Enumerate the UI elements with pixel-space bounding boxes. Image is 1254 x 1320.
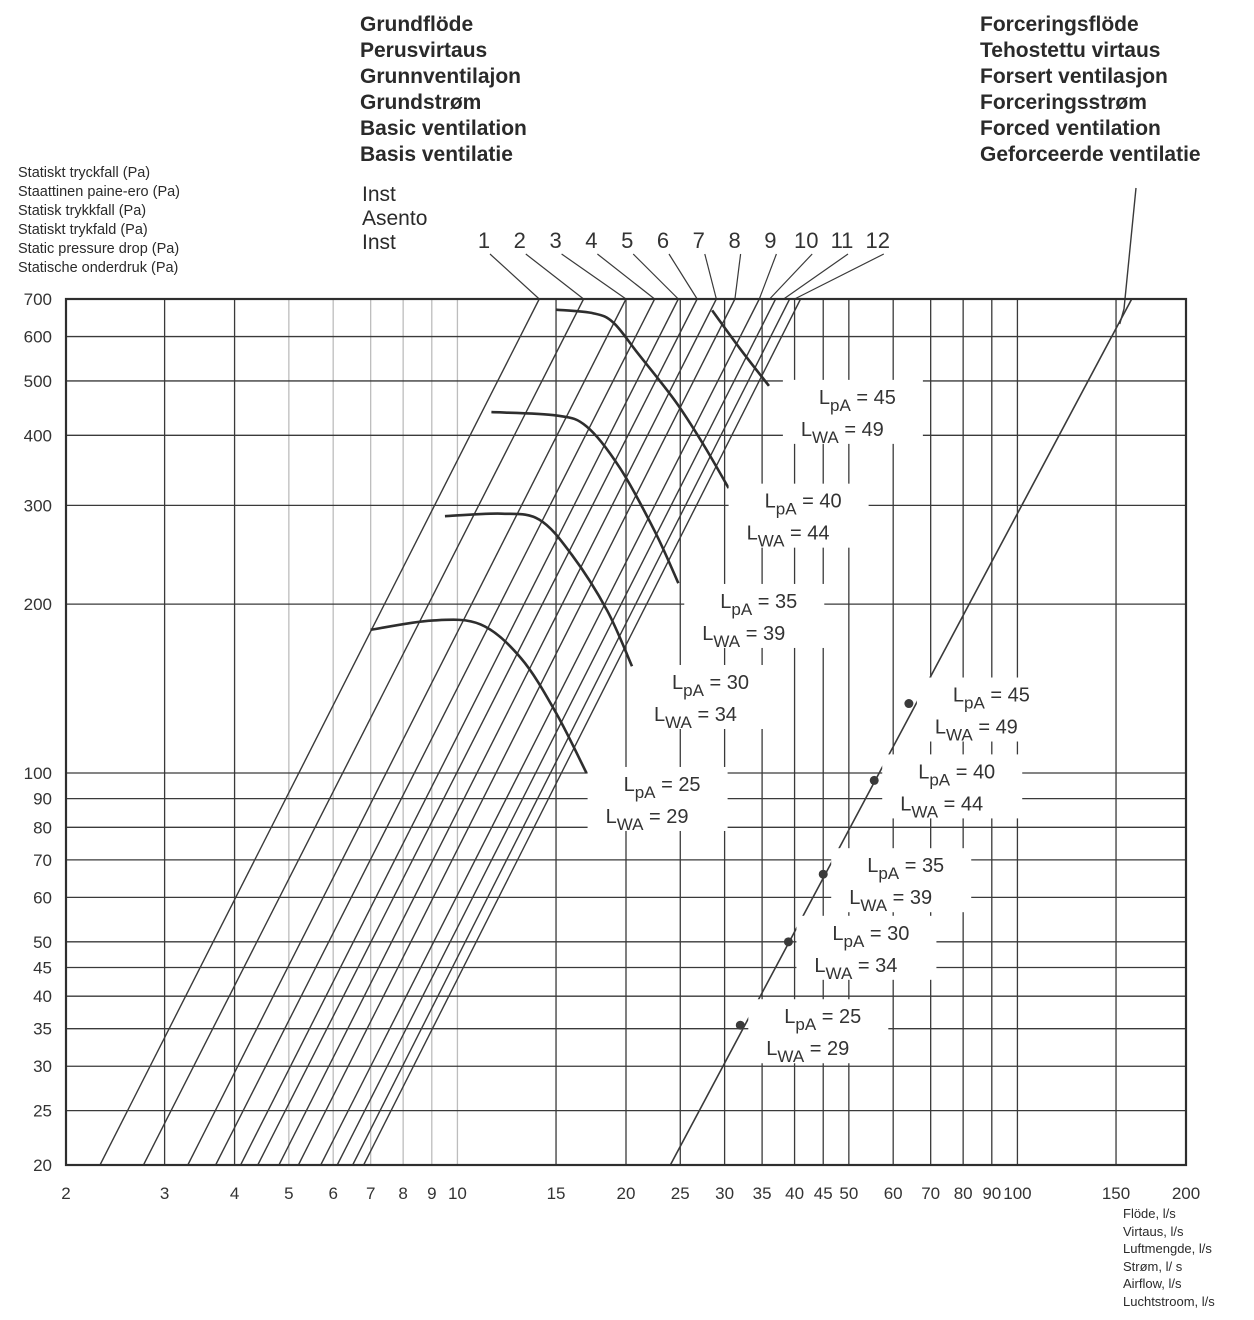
forced-sound-point bbox=[904, 699, 913, 708]
basic-sound-label-30 bbox=[636, 665, 778, 732]
y-label-line: Staattinen paine-ero (Pa) bbox=[18, 184, 181, 200]
x-tick-label: 40 bbox=[785, 1184, 805, 1203]
lpa-label: $L_{pA} = 30$ bbox=[832, 922, 910, 951]
lwa-label: $L_{WA} = 44$ bbox=[746, 522, 830, 551]
x-tick-label: 10 bbox=[447, 1184, 467, 1203]
forced-sound-point bbox=[870, 776, 879, 785]
y-tick-label: 45 bbox=[33, 958, 52, 978]
y-tick-label: 20 bbox=[33, 1156, 52, 1175]
setting-number-9: 9 bbox=[764, 228, 777, 253]
x-label-line: Luchtstroom, l/s bbox=[1123, 1293, 1215, 1309]
setting-number-7: 7 bbox=[692, 228, 705, 253]
y-tick-label: 70 bbox=[33, 850, 52, 870]
y-tick-label: 300 bbox=[23, 496, 52, 516]
lpa-label: $L_{pA} = 30$ bbox=[672, 671, 749, 700]
x-tick-label: 4 bbox=[229, 1184, 240, 1203]
y-tick-label: 40 bbox=[33, 987, 52, 1007]
lpa-value: 45 bbox=[873, 386, 896, 409]
x-axis-label bbox=[1123, 1205, 1215, 1310]
forced-sound-point bbox=[736, 1021, 745, 1030]
x-tick-label: 200 bbox=[1171, 1184, 1201, 1203]
setting-number-2: 2 bbox=[513, 228, 526, 253]
lpa-label: $L_{pA} = 45$ bbox=[818, 386, 896, 415]
lwa-label: $L_{WA} = 39$ bbox=[849, 887, 933, 916]
x-label-line: Strøm, l/ s bbox=[1123, 1258, 1183, 1274]
forced-sound-label-40 bbox=[882, 754, 1024, 821]
lwa-value: 39 bbox=[909, 887, 933, 910]
forced-heading-leader bbox=[1120, 188, 1136, 324]
y-tick-label: 400 bbox=[23, 426, 52, 446]
setting-label-line: Inst bbox=[362, 183, 396, 206]
setting-number-3: 3 bbox=[549, 228, 562, 253]
heading-line: Grundflöde bbox=[360, 13, 474, 36]
y-tick-label: 80 bbox=[33, 818, 52, 838]
setting-number-10: 10 bbox=[793, 228, 819, 253]
lwa-label: $L_{WA} = 29$ bbox=[766, 1038, 850, 1067]
heading-line: Forceringsstrøm bbox=[980, 91, 1147, 114]
forced-sound-point bbox=[819, 870, 828, 879]
lwa-value: 29 bbox=[666, 805, 689, 828]
heading-line: Geforceerde ventilatie bbox=[980, 143, 1201, 166]
y-label-line: Statiskt tryckfall (Pa) bbox=[18, 165, 151, 181]
forced-sound-label-35 bbox=[831, 848, 973, 915]
basic-sound-label-25 bbox=[588, 767, 730, 834]
setting-line-6 bbox=[258, 299, 697, 1165]
x-tick-label: 7 bbox=[365, 1184, 376, 1203]
sound-level-curve bbox=[445, 514, 632, 667]
x-tick-label: 60 bbox=[883, 1184, 903, 1203]
x-tick-label: 20 bbox=[616, 1184, 636, 1203]
x-tick-label: 80 bbox=[953, 1184, 973, 1203]
y-tick-label: 200 bbox=[23, 595, 52, 615]
lpa-label: $L_{pA} = 35$ bbox=[867, 855, 945, 884]
y-label-line: Statisk trykkfall (Pa) bbox=[18, 203, 147, 219]
y-tick-label: 35 bbox=[33, 1019, 52, 1039]
lwa-value: 29 bbox=[826, 1038, 850, 1061]
heading-line: Forceringsflöde bbox=[980, 13, 1139, 36]
lwa-value: 49 bbox=[995, 716, 1018, 739]
setting-label bbox=[362, 183, 427, 255]
setting-numbers bbox=[478, 228, 890, 253]
setting-label-line: Asento bbox=[362, 207, 428, 230]
x-tick-label: 150 bbox=[1101, 1184, 1131, 1203]
y-axis-label bbox=[18, 164, 180, 278]
heading-line: Perusvirtaus bbox=[360, 39, 488, 62]
setting-number-8: 8 bbox=[728, 228, 741, 253]
forced-ventilation-heading bbox=[980, 12, 1201, 168]
y-label-line: Statiskt trykfald (Pa) bbox=[18, 222, 148, 238]
x-tick-label: 5 bbox=[284, 1184, 294, 1203]
x-tick-label: 15 bbox=[546, 1184, 566, 1203]
setting-number-4: 4 bbox=[585, 228, 598, 253]
lwa-label: $L_{WA} = 49$ bbox=[934, 716, 1018, 745]
basic-sound-label-45 bbox=[783, 380, 925, 447]
lpa-value: 35 bbox=[921, 855, 945, 878]
heading-line: Tehostettu virtaus bbox=[980, 39, 1161, 62]
lpa-value: 30 bbox=[887, 922, 910, 945]
setting-number-1: 1 bbox=[477, 228, 491, 253]
setting-line-12 bbox=[364, 299, 801, 1165]
y-tick-label: 25 bbox=[33, 1101, 52, 1121]
lwa-label: $L_{WA} = 44$ bbox=[900, 793, 984, 822]
x-label-line: Luftmengde, l/s bbox=[1123, 1241, 1212, 1256]
setting-leader-3 bbox=[562, 254, 626, 299]
x-tick-label: 9 bbox=[427, 1184, 437, 1203]
forced-sound-label-25 bbox=[748, 999, 890, 1066]
setting-number-12: 12 bbox=[865, 228, 891, 253]
y-tick-label: 90 bbox=[33, 789, 52, 809]
setting-number-5: 5 bbox=[621, 228, 634, 253]
lwa-value: 49 bbox=[861, 418, 884, 441]
x-label-line: Flöde, l/s bbox=[1123, 1206, 1176, 1221]
y-tick-label: 500 bbox=[23, 371, 52, 391]
setting-number-6: 6 bbox=[656, 228, 670, 253]
forced-sound-point bbox=[784, 937, 793, 946]
setting-leader-9 bbox=[759, 254, 776, 299]
y-tick-label: 60 bbox=[33, 888, 52, 908]
lwa-label: $L_{WA} = 34$ bbox=[814, 954, 898, 983]
setting-leader-2 bbox=[526, 254, 584, 299]
lwa-value: 39 bbox=[762, 622, 786, 645]
setting-line-3 bbox=[188, 299, 626, 1165]
lpa-value: 40 bbox=[972, 761, 996, 784]
setting-label-line: Inst bbox=[362, 231, 396, 254]
x-label-line: Airflow, l/s bbox=[1123, 1276, 1182, 1291]
lwa-value: 44 bbox=[807, 522, 830, 545]
setting-leader-6 bbox=[669, 254, 697, 299]
lpa-value: 25 bbox=[839, 1006, 862, 1029]
x-tick-label: 50 bbox=[839, 1184, 859, 1203]
setting-number-11: 11 bbox=[830, 228, 854, 253]
x-tick-label: 2 bbox=[61, 1184, 71, 1203]
x-tick-label: 30 bbox=[715, 1184, 735, 1203]
setting-line-7 bbox=[279, 299, 716, 1165]
lpa-label: $L_{pA} = 35$ bbox=[720, 590, 798, 619]
forced-sound-label-30 bbox=[796, 916, 938, 983]
lwa-label: $L_{WA} = 29$ bbox=[605, 805, 689, 834]
y-tick-label: 700 bbox=[23, 290, 52, 309]
heading-line: Forced ventilation bbox=[980, 117, 1161, 140]
lwa-value: 44 bbox=[960, 793, 984, 816]
x-tick-label: 25 bbox=[670, 1184, 690, 1203]
y-tick-label: 50 bbox=[33, 932, 52, 952]
lwa-label: $L_{WA} = 34$ bbox=[654, 703, 737, 732]
setting-line-1 bbox=[100, 299, 539, 1165]
x-tick-label: 6 bbox=[328, 1184, 338, 1203]
y-tick-label: 30 bbox=[33, 1057, 52, 1077]
setting-leader-1 bbox=[490, 254, 539, 299]
x-tick-label: 3 bbox=[159, 1184, 170, 1203]
heading-line: Basic ventilation bbox=[360, 117, 527, 140]
x-tick-label: 8 bbox=[398, 1184, 408, 1203]
lpa-value: 45 bbox=[1007, 684, 1030, 707]
y-label-line: Statische onderdruk (Pa) bbox=[18, 260, 179, 276]
setting-leader-4 bbox=[597, 254, 654, 299]
lpa-label: $L_{pA} = 40$ bbox=[918, 761, 996, 790]
basic-sound-label-40 bbox=[729, 484, 871, 551]
lpa-label: $L_{pA} = 45$ bbox=[952, 684, 1030, 713]
x-label-line: Virtaus, l/s bbox=[1123, 1223, 1184, 1239]
setting-leader-7 bbox=[705, 254, 717, 299]
setting-line-5 bbox=[241, 299, 679, 1165]
setting-leader-8 bbox=[735, 254, 741, 299]
setting-leader-lines bbox=[490, 188, 1136, 324]
y-label-line: Static pressure drop (Pa) bbox=[18, 241, 180, 257]
x-tick-label: 45 bbox=[813, 1184, 833, 1203]
lpa-label: $L_{pA} = 25$ bbox=[784, 1006, 862, 1035]
lpa-value: 35 bbox=[774, 590, 798, 613]
lpa-value: 30 bbox=[726, 671, 749, 694]
forced-sound-label-45 bbox=[917, 678, 1059, 745]
lwa-label: $L_{WA} = 39$ bbox=[702, 622, 786, 651]
heading-line: Basis ventilatie bbox=[360, 143, 513, 166]
lpa-label: $L_{pA} = 40$ bbox=[764, 490, 842, 519]
lpa-value: 40 bbox=[819, 490, 842, 513]
heading-line: Grunnventilajon bbox=[360, 65, 522, 88]
basic-sound-label-35 bbox=[684, 584, 826, 651]
x-tick-label: 35 bbox=[752, 1184, 772, 1203]
heading-line: Forsert ventilasjon bbox=[980, 65, 1168, 88]
y-tick-label: 600 bbox=[23, 327, 52, 347]
x-tick-label: 70 bbox=[921, 1184, 941, 1203]
heading-line: Grundstrøm bbox=[360, 91, 482, 114]
lwa-value: 34 bbox=[875, 954, 898, 977]
setting-leader-5 bbox=[633, 254, 678, 299]
x-tick-label: 90 bbox=[982, 1184, 1002, 1203]
basic-ventilation-heading bbox=[360, 12, 527, 168]
y-tick-label: 100 bbox=[23, 763, 52, 783]
setting-leader-10 bbox=[770, 254, 813, 299]
lwa-label: $L_{WA} = 49$ bbox=[800, 418, 884, 447]
lpa-value: 25 bbox=[678, 773, 701, 796]
lwa-value: 34 bbox=[714, 703, 737, 726]
x-tick-label: 100 bbox=[1003, 1184, 1032, 1203]
lpa-label: $L_{pA} = 25$ bbox=[623, 773, 701, 802]
